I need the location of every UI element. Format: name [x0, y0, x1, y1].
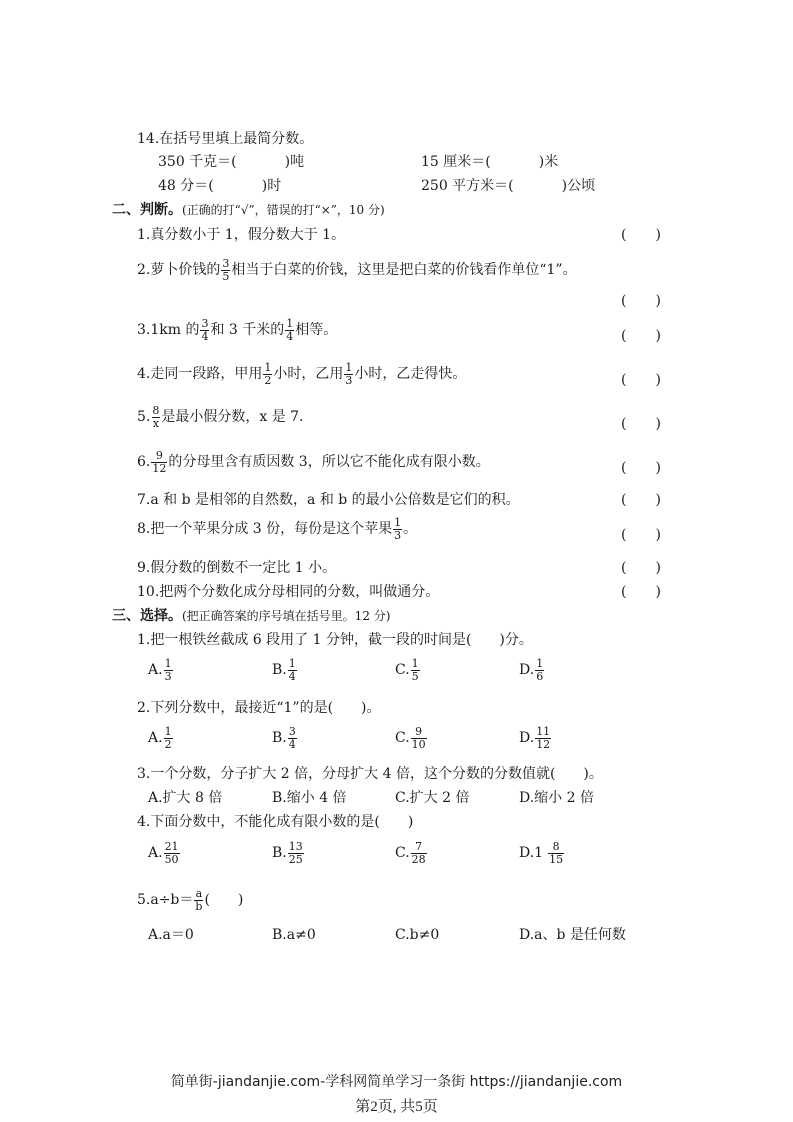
judge-item-2: 2.萝卜价钱的 $\frac{3}{5}$ 相当于白菜的价钱，这里是把白菜的价钱看作单位“1”。: [137, 257, 577, 283]
choice-3-option-b[interactable]: B.缩小 4 倍: [272, 790, 347, 806]
judge-answer-5[interactable]: ( ): [621, 416, 661, 432]
choice-3-option-a[interactable]: A.扩大 8 倍: [148, 790, 223, 806]
choice-1-option-a[interactable]: A. $\frac{1}{3}$: [148, 657, 172, 683]
section-2-header: [112, 203, 385, 217]
choice-1-option-c[interactable]: C. $\frac{1}{5}$: [395, 657, 419, 683]
fraction: $\frac{1}{3}$: [164, 657, 172, 683]
choice-3-option-d[interactable]: D.缩小 2 倍: [519, 790, 594, 806]
judge-item-4: 4.走同一段路，甲用 $\frac{1}{2}$ 小时，乙用 $\frac{1}{3}$ 小时，乙走得快。: [137, 361, 467, 387]
fraction: $\frac{1}{2}$: [164, 725, 172, 751]
page-number: 第2页, 共5页: [355, 1099, 438, 1115]
fraction: $\frac{1}{6}$: [536, 657, 544, 683]
q14-a: 350 千克＝( )吨: [158, 154, 305, 170]
judge-answer-3[interactable]: ( ): [621, 328, 661, 344]
section-2-title: 二、判断。: [112, 202, 182, 218]
judge-answer-8[interactable]: ( ): [621, 527, 661, 543]
choice-question-2: 2.下列分数中，最接近“1”的是( )。: [137, 700, 381, 716]
choice-4-option-c[interactable]: C. $\frac{7}{28}$: [395, 840, 426, 866]
fraction: $\frac{13}{25}$: [288, 840, 303, 866]
q14-b: 15 厘米＝( )米: [421, 154, 559, 170]
judge-item-1: 1.真分数小于 1，假分数大于 1。: [137, 227, 346, 243]
fraction: $\frac{1}{2}$: [264, 361, 272, 387]
fraction: $\frac{8}{x}$: [152, 404, 160, 430]
judge-answer-1[interactable]: ( ): [621, 227, 661, 243]
choice-2-option-a[interactable]: A. $\frac{1}{2}$: [148, 725, 172, 751]
judge-item-5: 5. $\frac{8}{x}$ 是最小假分数，x 是 7.: [137, 404, 304, 430]
fraction: $\frac{21}{50}$: [164, 840, 179, 866]
judge-item-8: 8.把一个苹果分成 3 份，每份是这个苹果 $\frac{1}{3}$ 。: [137, 516, 418, 542]
section-2-note: (正确的打“√”，错误的打“×”，10 分): [182, 203, 385, 217]
judge-answer-4[interactable]: ( ): [621, 372, 661, 388]
choice-4-option-d[interactable]: D.1 $\frac{8}{15}$: [519, 840, 564, 866]
fraction: $\frac{3}{5}$: [222, 257, 230, 283]
fraction: $\frac{1}{4}$: [288, 657, 296, 683]
judge-item-7: 7.a 和 b 是相邻的自然数，a 和 b 的最小公倍数是它们的积。: [137, 492, 520, 508]
fraction: $\frac{8}{15}$: [549, 840, 564, 866]
fraction: $\frac{9}{10}$: [411, 725, 426, 751]
choice-1-option-d[interactable]: D. $\frac{1}{6}$: [519, 657, 544, 683]
choice-question-1: 1.把一根铁丝截成 6 段用了 1 分钟，截一段的时间是( )分。: [137, 632, 533, 648]
fraction: $\frac{1}{3}$: [345, 361, 353, 387]
choice-4-option-a[interactable]: A. $\frac{21}{50}$: [148, 840, 179, 866]
fraction: $\frac{3}{4}$: [201, 317, 209, 343]
fraction: $\frac{11}{12}$: [536, 725, 551, 751]
choice-5-option-d[interactable]: D.a、b 是任何数: [519, 927, 626, 943]
choice-question-3: 3.一个分数，分子扩大 2 倍，分母扩大 4 倍，这个分数的分数值就( )。: [137, 766, 603, 782]
choice-2-option-d[interactable]: D. $\frac{11}{12}$: [519, 725, 551, 751]
judge-answer-7[interactable]: ( ): [621, 492, 661, 508]
fraction: $\frac{a}{b}$: [195, 887, 203, 913]
choice-5-option-c[interactable]: C.b≠0: [395, 927, 440, 943]
choice-question-5: 5.a÷b＝ $\frac{a}{b}$ ( ): [137, 887, 244, 913]
judge-answer-6[interactable]: ( ): [621, 460, 661, 476]
judge-answer-2[interactable]: ( ): [621, 293, 661, 309]
q14-d: 250 平方米＝( )公顷: [421, 178, 596, 194]
q14-c: 48 分＝( )时: [158, 178, 282, 194]
section-3-title: 三、选择。: [112, 608, 182, 624]
choice-4-option-b[interactable]: B. $\frac{13}{25}$: [272, 840, 303, 866]
choice-1-option-b[interactable]: B. $\frac{1}{4}$: [272, 657, 296, 683]
choice-5-option-a[interactable]: A.a＝0: [148, 927, 194, 943]
judge-item-9: 9.假分数的倒数不一定比 1 小。: [137, 560, 337, 576]
fraction: $\frac{1}{5}$: [411, 657, 419, 683]
judge-answer-9[interactable]: ( ): [621, 560, 661, 576]
fraction: $\frac{1}{3}$: [394, 516, 402, 542]
choice-3-option-c[interactable]: C.扩大 2 倍: [395, 790, 470, 806]
fraction: $\frac{1}{4}$: [286, 317, 294, 343]
choice-2-option-c[interactable]: C. $\frac{9}{10}$: [395, 725, 426, 751]
choice-5-option-b[interactable]: B.a≠0: [272, 927, 316, 943]
fraction: $\frac{9}{12}$: [152, 449, 167, 475]
fraction: $\frac{7}{28}$: [411, 840, 426, 866]
judge-item-3: 3.1km 的 $\frac{3}{4}$ 和 3 千米的 $\frac{1}{4}$ 相等。: [137, 317, 338, 343]
section-3-header: [112, 609, 390, 623]
judge-answer-10[interactable]: ( ): [621, 584, 661, 600]
footer-site: 简单街-jiandanjie.com-学科网简单学习一条街 https://jiandanjie.com: [170, 1074, 623, 1090]
fraction: $\frac{3}{4}$: [288, 725, 296, 751]
choice-2-option-b[interactable]: B. $\frac{3}{4}$: [272, 725, 296, 751]
judge-item-10: 10.把两个分数化成分母相同的分数，叫做通分。: [137, 584, 440, 600]
section-3-note: (把正确答案的序号填在括号里。12 分): [182, 609, 391, 623]
judge-item-6: 6. $\frac{9}{12}$ 的分母里含有质因数 3，所以它不能化成有限小数。: [137, 449, 490, 475]
choice-question-4: 4.下面分数中，不能化成有限小数的是( ): [137, 814, 414, 830]
q14-title: 14.在括号里填上最简分数。: [137, 131, 314, 147]
